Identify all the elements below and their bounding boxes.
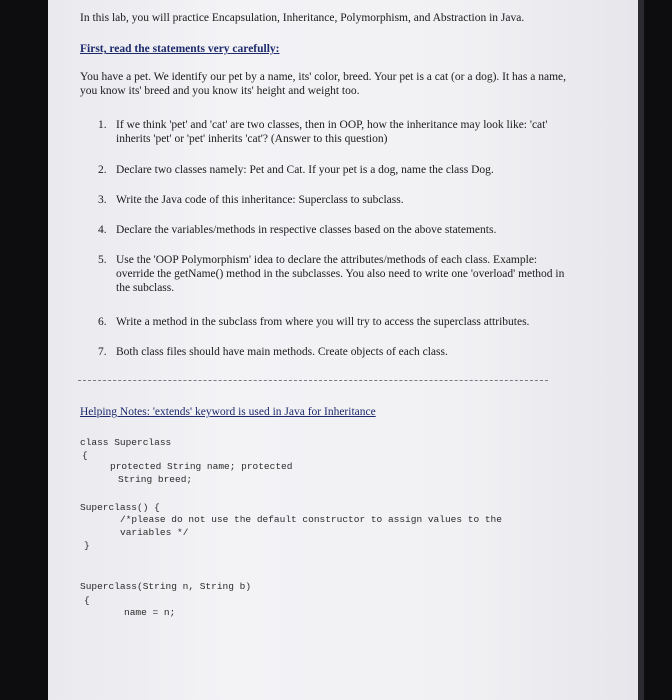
list-item-number: 3. (98, 194, 107, 206)
helping-notes-heading: Helping Notes: 'extends' keyword is used in Java for Inheritance (80, 406, 376, 418)
list-item-number: 2. (98, 164, 107, 176)
list-item-text: If we think 'pet' and 'cat' are two classes, then in OOP, how the inheritance may look like: 'cat' inherits 'pet' or 'pet' inherits 'cat'? (Answer to this question) (116, 119, 548, 145)
screen-edge (638, 0, 644, 700)
list-item-number: 5. (98, 254, 107, 266)
list-item-number: 4. (98, 224, 107, 236)
section-heading: First, read the statements very carefully: (80, 43, 280, 55)
code-line: /*please do not use the default constructor to assign values to the (120, 514, 502, 525)
code-line: class Superclass (80, 437, 172, 448)
code-line: protected String name; protected (110, 461, 293, 472)
list-item-text: Declare the variables/methods in respective classes based on the above statements. (116, 224, 497, 236)
code-line: Superclass() { (80, 502, 160, 513)
list-item-text: Write the Java code of this inheritance: Superclass to subclass. (116, 194, 404, 206)
code-line: variables */ (120, 527, 189, 538)
list-item-text: Use the 'OOP Polymorphism' idea to declare the attributes/methods of each class. Example: override the getName() method in the subclasses. You also need to write one 'overload' method in the subclass. (116, 254, 565, 294)
code-line: { (84, 595, 90, 606)
list-item-number: 7. (98, 346, 107, 358)
document-page (48, 0, 638, 700)
intro-text: In this lab, you will practice Encapsulation, Inheritance, Polymorphism, and Abstraction in Java. (80, 12, 525, 24)
code-line: name = n; (124, 607, 176, 618)
code-line: } (84, 540, 90, 551)
code-line: { (82, 450, 88, 461)
list-item-text: Write a method in the subclass from where you will try to access the superclass attributes. (116, 316, 530, 328)
list-item-number: 6. (98, 316, 107, 328)
list-item-text: Both class files should have main methods. Create objects of each class. (116, 346, 448, 358)
list-item-number: 1. (98, 119, 107, 131)
dashed-divider (78, 380, 548, 381)
code-line: Superclass(String n, String b) (80, 581, 252, 592)
code-line: String breed; (118, 474, 193, 485)
list-item-text: Declare two classes namely: Pet and Cat. If your pet is a dog, name the class Dog. (116, 164, 494, 176)
pet-description-paragraph: You have a pet. We identify our pet by a name, its' color, breed. Your pet is a cat (or a dog). It has a name, you know its' breed and you know its' height and weight too. (80, 71, 567, 97)
